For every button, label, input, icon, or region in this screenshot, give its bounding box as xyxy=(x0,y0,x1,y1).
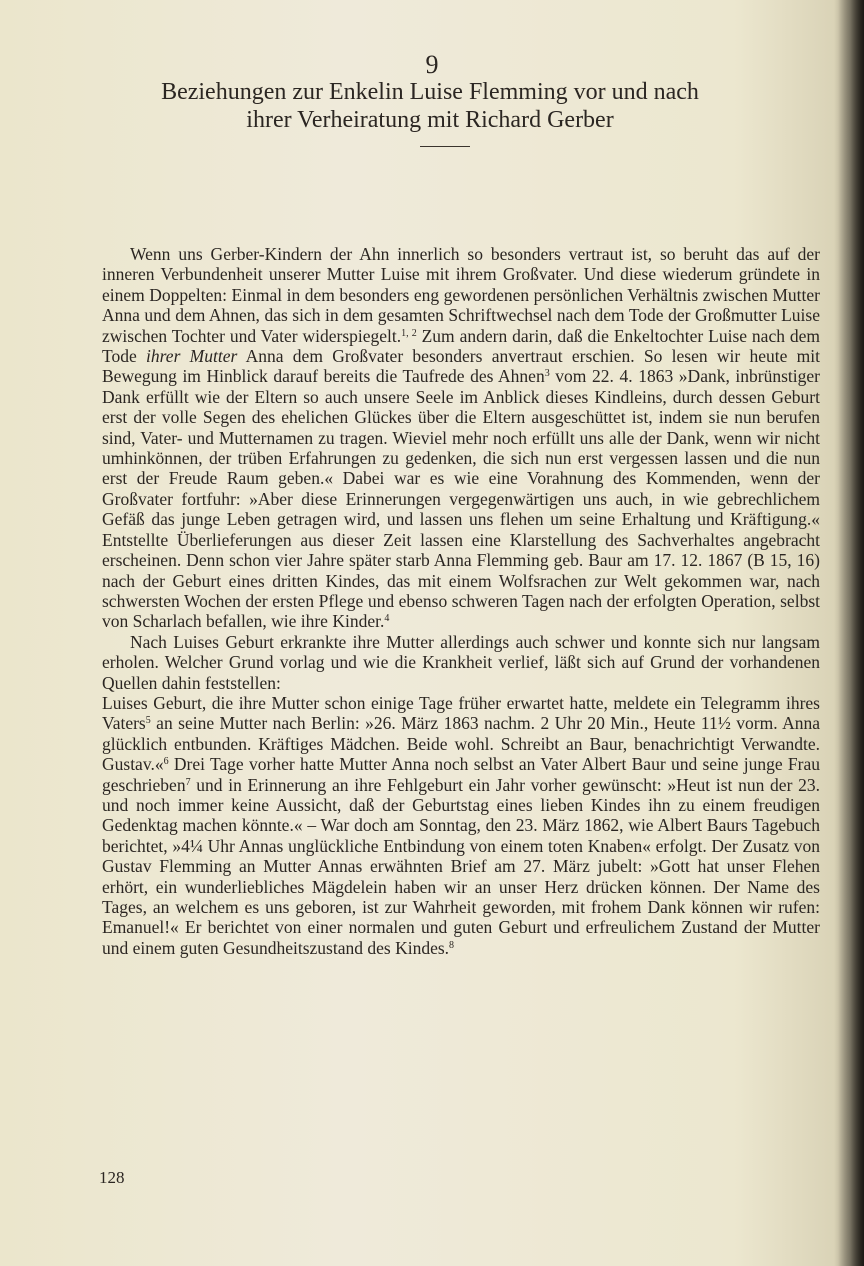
paragraph-2 xyxy=(102,632,820,693)
paragraph-3-text-a: Luises Geburt, die ihre Mutter schon einige Tage früher erwartet hatte, meldete ein Telegramm ihres Vaters xyxy=(102,692,820,734)
paragraph-1 xyxy=(102,244,820,632)
paragraph-3-text-c: Drei Tage vorher hatte Mutter Anna noch selbst an Vater Albert Baur und seine junge Frau geschrieben xyxy=(102,754,820,795)
footnote-ref-7: 7 xyxy=(185,776,191,788)
footnote-ref-8: 8 xyxy=(449,939,455,951)
chapter-number: 9 xyxy=(425,50,439,79)
italic-phrase: ihrer Mutter xyxy=(146,346,238,367)
paragraph-2-text: Nach Luises Geburt erkrankte ihre Mutter allerdings auch schwer und konnte sich nur langsam erholen. Welcher Grund vorlag und wie die Krankheit verlief, läßt sich auf Grund der vorhandenen Quellen dahin feststellen: xyxy=(102,631,820,693)
footnote-ref-5: 5 xyxy=(145,715,151,727)
footnote-ref-6: 6 xyxy=(163,756,169,768)
footnote-ref-4: 4 xyxy=(384,613,390,625)
paragraph-1-text-d: vom 22. 4. 1863 »Dank, inbrünstiger Dank erfüllt wie der Eltern so auch unsere Seele im Anblick dieses Kindleins, durch dessen Geburt erst der volle Segen des ehelichen Glückes über die Eltern ausgeschüttet ist, indem sie nun berufen sind, Vater- und Mutternamen zu tragen. Wieviel mehr noch erfüllt uns alle der Dank, wenn wir nicht umhinkönnen, der trüben Erfahrungen zu gedenken, die sich nun erst vergessen lassen und die nun erst der Freude Raum geben.« Dabei war es wie eine Vorahnung des Kommenden, wenn der Großvater fortfuhr: »Aber diese Erinnerungen vergegenwärtigen uns auch, in wie gebrechlichem Gefäß das junge Leben getragen wird, und lassen uns flehen um seine Erhaltung und Kräftigung.« Entstellte Überlieferungen aus dieser Zeit lassen eine Klarstellung des Sachverhaltes angebracht erscheinen. Denn schon vier Jahre später starb Anna Flemming geb. Baur am 17. 12. 1867 (B 15, 16) nach der Geburt eines dritten Kindes, das mit einem Wolfsrachen zur Welt gekommen war, nach schwersten Wochen der ersten Pflege und ebenso schweren Tagen nach der erfolgten Operation, selbst von Scharlach befallen, wie ihre Kinder. xyxy=(102,366,821,632)
paragraph-1-text-c: Anna dem Großvater besonders anvertraut erschien. So lesen wir heute mit Bewegung im Hinblick darauf bereits die Taufrede des Ahnen xyxy=(102,346,820,387)
paragraph-1-text-a: Wenn uns Gerber-Kindern der Ahn innerlich so besonders vertraut ist, so beruht das auf der inneren Verbundenheit unserer Mutter Luise mit ihrem Großvater. Und diese wiederum gründete in einem Doppelten: Einmal in dem besonders eng gewordenen persönlichen Verhältnis zwischen Mutter Anna und dem Ahnen, das sich in dem gesamten Schriftwechsel nach dem Tode der Großmutter Luise zwischen Tochter und Vater widerspiegelt. xyxy=(102,244,820,346)
chapter-body xyxy=(102,244,820,958)
paragraph-3-text-b: an seine Mutter nach Berlin: »26. März 1863 nachm. 2 Uhr 20 Min., Heute 11½ vorm. Anna glücklich entbunden. Kräftiges Mädchen. Beide wohl. Schreibt an Baur, benachrichtigt Verwandte. Gustav.« xyxy=(102,713,820,775)
book-spine-shadow xyxy=(834,0,864,1266)
footnote-ref-3: 3 xyxy=(544,368,550,380)
page-number: 128 xyxy=(99,1168,125,1187)
chapter-title: Beziehungen zur Enkelin Luise Flemming vor und nach ihrer Verheiratung mit Richard Gerber xyxy=(161,79,699,133)
paragraph-1-text-b: Zum andern darin, daß die Enkeltochter Luise nach dem Tode xyxy=(102,325,821,367)
paragraph-3-text-d: und in Erinnerung an ihre Fehlgeburt ein Jahr vorher gewünscht: »Heut ist nun der 23. und noch immer keine Aussicht, daß der Geburtstag eines lieben Kindes ihn zu einem freudigen Gedenktag machen könnte.« – War doch am Sonntag, den 23. März 1862, wie Albert Baurs Tagebuch berichtet, »4¼ Uhr Annas unglückliche Entbindung von einem toten Knaben« erfolgt. Der Zusatz von Gustav Flemming an Mutter Annas erwähnten Brief am 27. März jubelt: »Gott hat unser Flehen erhört, ein wunderliebliches Mägdelein haben wir an unser Herz drücken können. Der Name des Tages, an welchem es uns geboren, ist zur Wahrheit geworden, mit frohem Dank können wir rufen: Emanuel!« Er berichtet von einer normalen und guten Geburt und erfreulichem Zustand der Mutter und einem guten Gesundheitszustand des Kindes. xyxy=(102,774,820,958)
title-divider xyxy=(420,146,470,147)
paragraph-3 xyxy=(102,693,820,958)
footnote-ref-1-2: 1, 2 xyxy=(401,327,417,339)
